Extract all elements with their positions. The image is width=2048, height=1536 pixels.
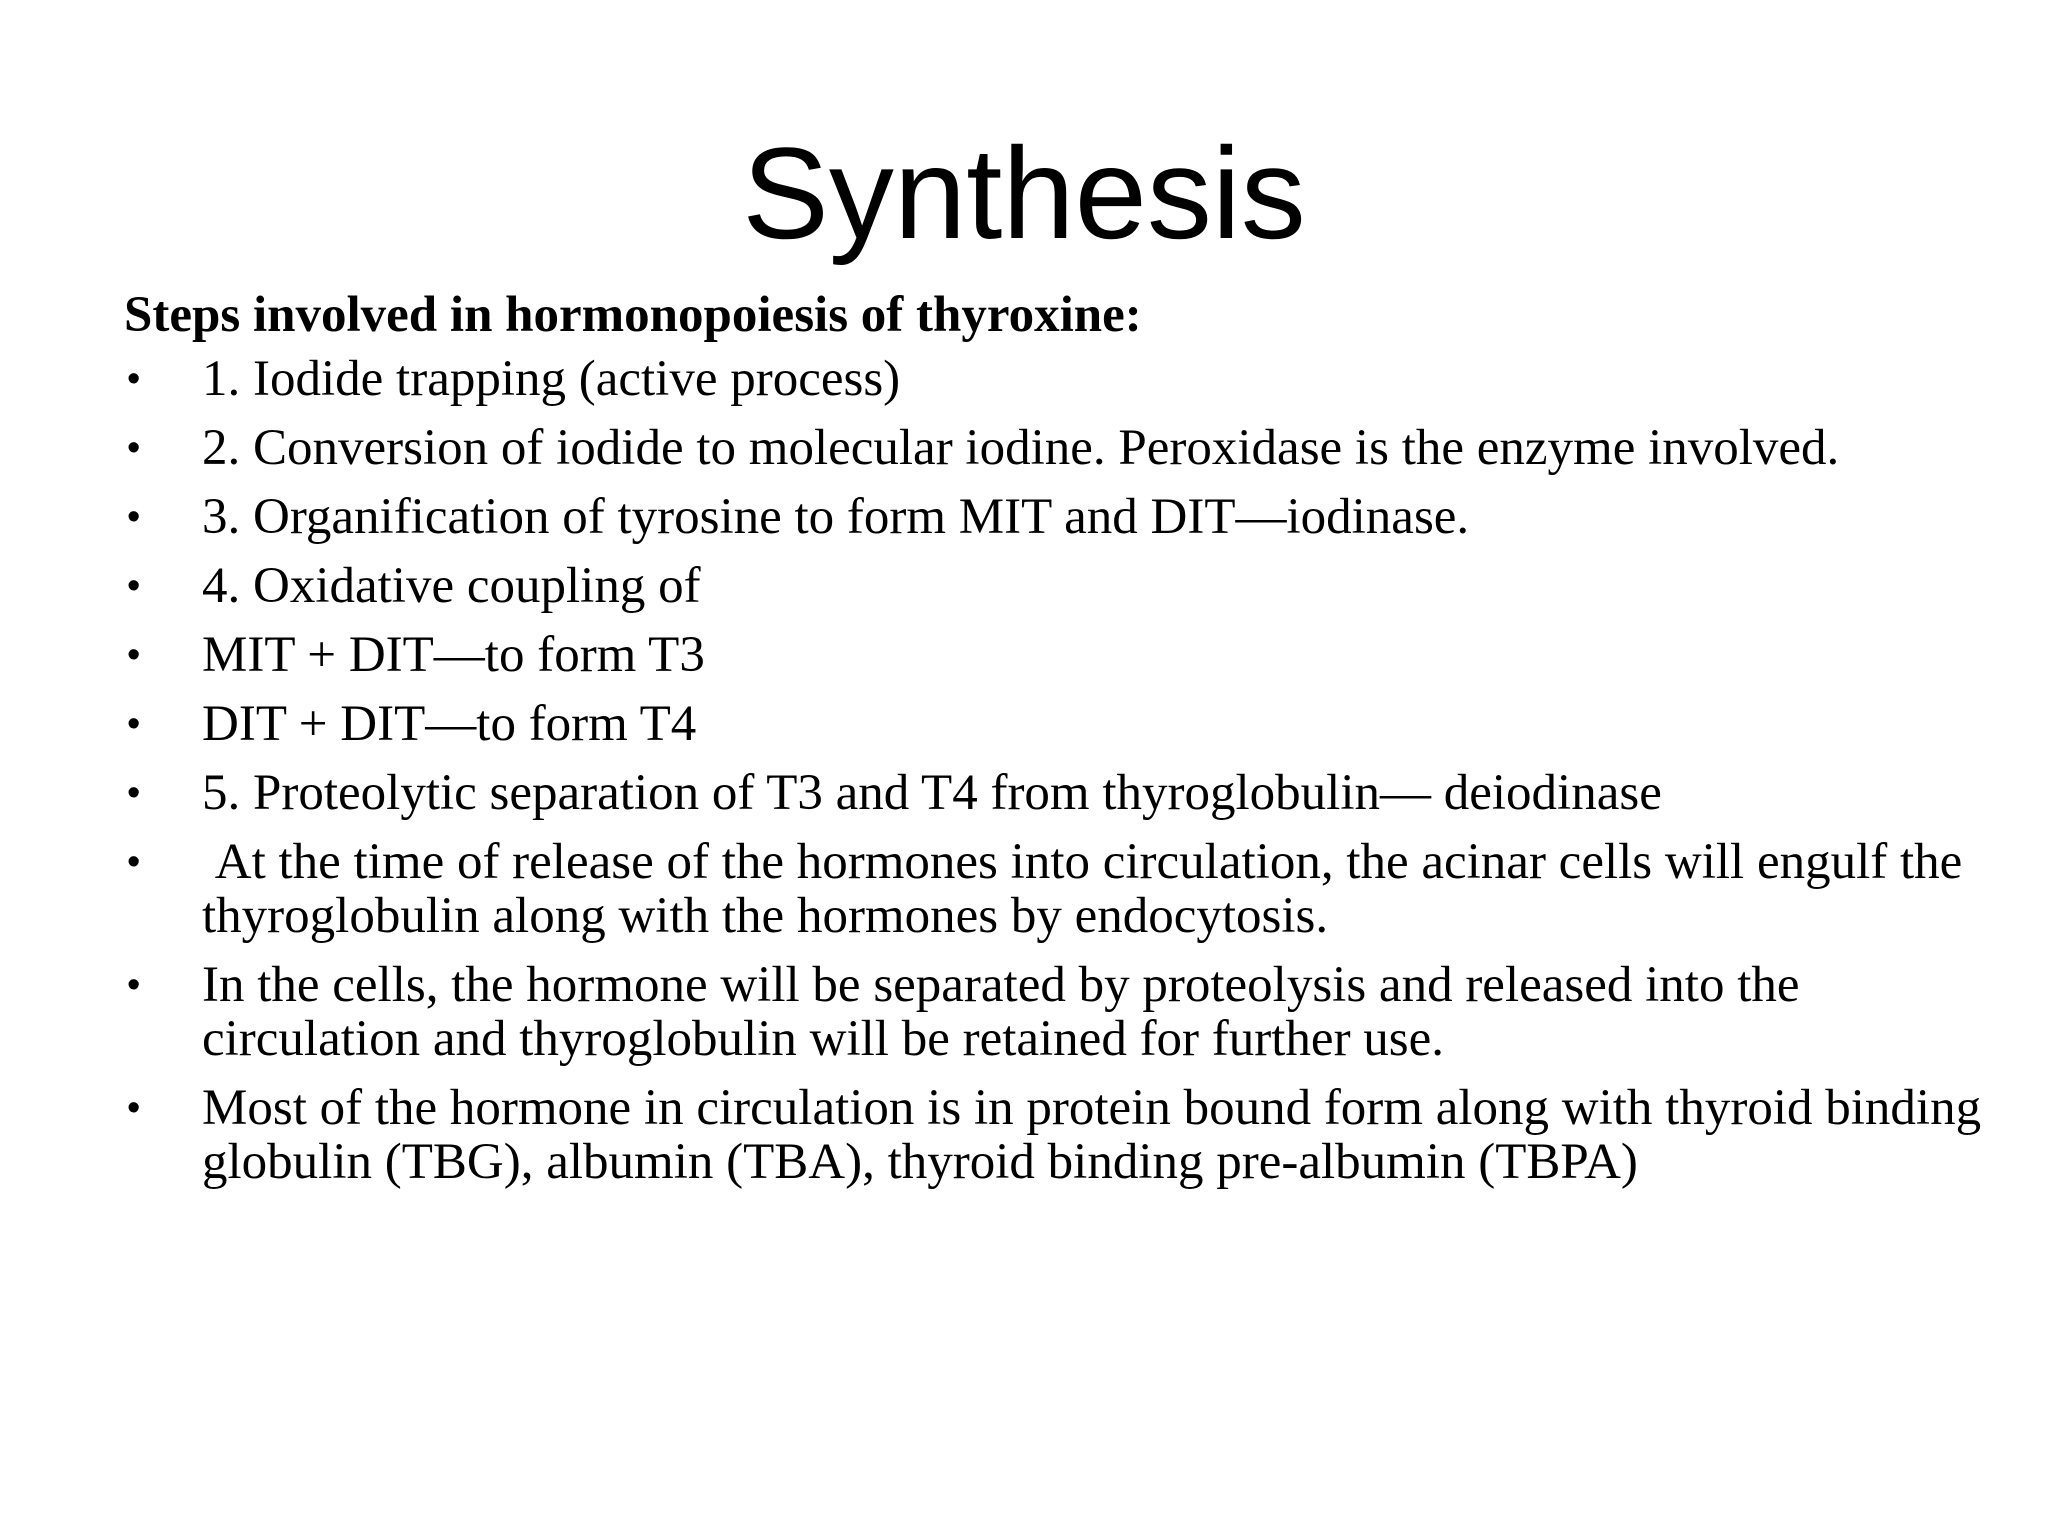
slide-title: Synthesis (742, 120, 1306, 266)
bullet-item (124, 766, 1984, 820)
bullet-item (124, 1080, 1994, 1190)
bullet-item (124, 421, 1984, 475)
bullet-text: 4. Oxidative coupling of (202, 558, 701, 614)
bullet-item (124, 559, 1984, 613)
bullet-item (124, 835, 1984, 943)
bullet-text: 2. Conversion of iodide to molecular iodine. Peroxidase is the enzyme involved. (202, 420, 1840, 476)
bullet-icon: • (127, 772, 141, 814)
bullet-list (124, 351, 1994, 1190)
bullet-text: In the cells, the hormone will be separated by proteolysis and released into the circulation and thyroglobulin will be retained for further use. (202, 957, 1813, 1067)
bullet-text: MIT + DIT—to form T3 (202, 627, 705, 683)
bullet-icon: • (127, 841, 141, 883)
bullet-item (124, 697, 1984, 751)
subheading: Steps involved in hormonopoiesis of thyroxine: (124, 287, 1142, 343)
bullet-icon: • (127, 427, 141, 469)
bullet-icon: • (127, 703, 141, 745)
bullet-item (124, 490, 1984, 544)
bullet-icon: • (127, 964, 141, 1006)
bullet-text: 3. Organification of tyrosine to form MIT and DIT—iodinase. (202, 489, 1470, 545)
bullet-icon: • (127, 358, 141, 400)
bullet-text: Most of the hormone in circulation is in protein bound form along with thyroid binding globulin (TBG), albumin (TBA), thyroid binding pre-albumin (TBPA) (202, 1080, 1994, 1190)
bullet-item (124, 628, 1984, 682)
bullet-icon: • (127, 634, 141, 676)
bullet-text: At the time of release of the hormones into circulation, the acinar cells will engulf the thyroglobulin along with the hormones by endocytosis. (202, 834, 1976, 944)
bullet-item (124, 352, 1984, 406)
bullet-text: 1. Iodide trapping (active process) (202, 351, 901, 407)
bullet-item (124, 958, 1984, 1066)
bullet-icon: • (127, 1087, 141, 1129)
bullet-text: DIT + DIT—to form T4 (202, 696, 697, 752)
slide-body (124, 284, 1994, 1204)
bullet-text: 5. Proteolytic separation of T3 and T4 from thyroglobulin— deiodinase (202, 765, 1662, 821)
bullet-icon: • (127, 565, 141, 607)
bullet-icon: • (127, 496, 141, 538)
